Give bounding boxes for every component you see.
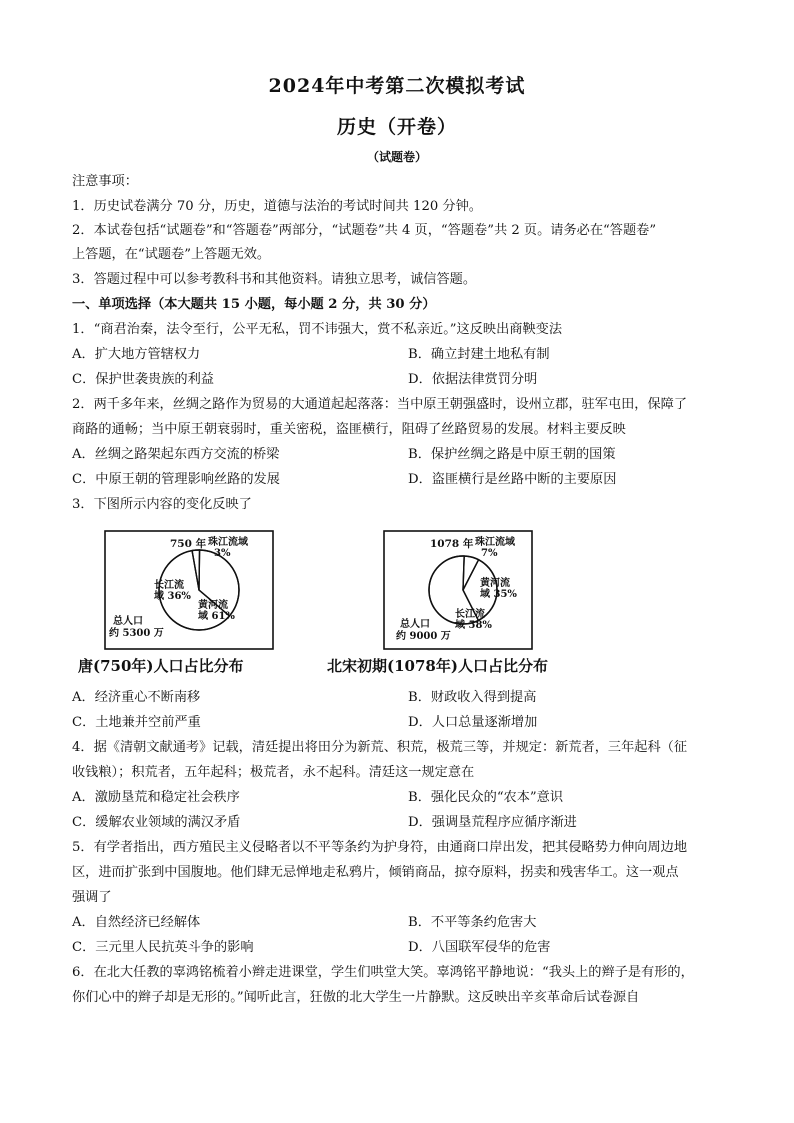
option-a: A．自然经济已经解体 [72,915,201,930]
pie-chart-song [383,530,533,650]
question-stem: 3．下图所示内容的变化反映了 [72,497,252,512]
total-population-value: 约 5300 万 [109,628,164,639]
question-stem: 4．据《清朝文献通考》记载，清廷提出将田分为新荒、积荒，极荒三等，并规定：新荒者，三年起科（征 [72,740,688,755]
question-stem: 区，进而扩张到中国腹地。他们肆无忌惮地走私鸦片，倾销商品，掠夺原料，拐卖和残害华工。这一观点 [72,865,679,880]
option-a: A．扩大地方管辖权力 [72,347,201,362]
exam-title: 2024年中考第二次模拟考试 [268,75,526,97]
option-b: B．财政收入得到提高 [408,690,537,705]
question-stem: 5．有学者指出，西方殖民主义侵略者以不平等条约为护身符，由通商口岸出发，把其侵略势力伸向周边地 [72,840,688,855]
question-stem: 商路的通畅；当中原王朝衰弱时，重关密税，盗匪横行，阻碍了丝路贸易的发展。材料主要反映 [72,422,626,437]
option-b: B．确立封建土地私有制 [408,347,550,362]
note-item: 1．历史试卷满分 70 分，历史，道德与法治的考试时间共 120 分钟。 [72,199,482,214]
slice-value-label: 7% [481,548,498,559]
option-b: B．保护丝绸之路是中原王朝的国策 [408,447,616,462]
question-stem: 2．两千多年来，丝绸之路作为贸易的大通道起起落落：当中原王朝强盛时，设州立郡，驻军屯田，保障了 [72,397,688,412]
slice-value-label: 域 36% [154,591,191,602]
option-b: B．不平等条约危害大 [408,915,537,930]
option-d: D．依据法律赏罚分明 [408,372,538,387]
question-stem: 收钱粮）；积荒者，五年起科；极荒者，永不起科。清廷这一规定意在 [72,765,475,780]
slice-label: 长江流 [455,609,485,620]
option-a: A．丝绸之路架起东西方交流的桥梁 [72,447,280,462]
slice-label: 长江流 [154,580,184,591]
option-c: C．三元里人民抗英斗争的影响 [72,940,254,955]
option-d: D．八国联军侵华的危害 [408,940,551,955]
chart-title: 唐(750年)人口占比分布 [78,657,244,675]
total-population-label: 总人口 [400,619,430,630]
option-c: C．缓解农业领域的满汉矛盾 [72,815,241,830]
option-b: B．强化民众的“农本”意识 [408,790,564,805]
total-population-value: 约 9000 万 [396,631,451,642]
chart-year-label: 750 年 [170,538,207,550]
option-d: D．强调垦荒程序应循序渐进 [408,815,577,830]
notes-heading: 注意事项： [72,174,138,189]
question-stem: 6．在北大任教的辜鸿铭梳着小辫走进课堂，学生们哄堂大笑。辜鸿铭平静地说：“我头上的辫子是有形的， [72,965,694,980]
total-population-label: 总人口 [113,616,143,627]
pie-chart-tang [104,530,274,650]
option-d: D．盗匪横行是丝路中断的主要原因 [408,472,617,487]
question-stem: 1．“商君治秦，法令至行，公平无私，罚不讳强大，赏不私亲近。”这反映出商鞅变法 [72,322,563,337]
exam-subject: 历史（开卷） [336,116,457,138]
chart-title: 北宋初期(1078年)人口占比分布 [327,657,548,675]
slice-value-label: 域 58% [455,620,492,631]
slice-value-label: 3% [214,548,231,559]
slice-label: 珠江流域 [475,537,515,548]
section-heading: 一、单项选择（本大题共 15 小题，每小题 2 分，共 30 分） [72,297,436,312]
option-a: A．经济重心不断南移 [72,690,201,705]
note-item: 3．答题过程中可以参考教科书和其他资料。请独立思考，诚信答题。 [72,272,477,287]
slice-value-label: 域 61% [198,611,235,622]
note-item: 上答题，在“试题卷”上答题无效。 [72,247,271,262]
question-stem: 强调了 [72,890,112,905]
question-stem: 你们心中的辫子却是无形的。”闻听此言，狂傲的北大学生一片静默。这反映出辛亥革命后试卷源自 [72,990,640,1005]
slice-label: 黄河流 [480,578,510,589]
note-item: 2．本试卷包括“试题卷”和“答题卷”两部分，“试题卷”共 4 页，“答题卷”共 2 页。请务必在“答题卷” [72,223,657,238]
slice-label: 黄河流 [198,600,228,611]
option-a: A．激励垦荒和稳定社会秩序 [72,790,240,805]
slice-value-label: 域 35% [480,589,517,600]
slice-label: 珠江流域 [208,537,248,548]
option-c: C．保护世袭贵族的利益 [72,372,214,387]
option-d: D．人口总量逐渐增加 [408,715,538,730]
chart-year-label: 1078 年 [430,538,474,550]
paper-type: （试题卷） [366,150,427,164]
option-c: C．中原王朝的管理影响丝路的发展 [72,472,280,487]
option-c: C．土地兼并空前严重 [72,715,201,730]
